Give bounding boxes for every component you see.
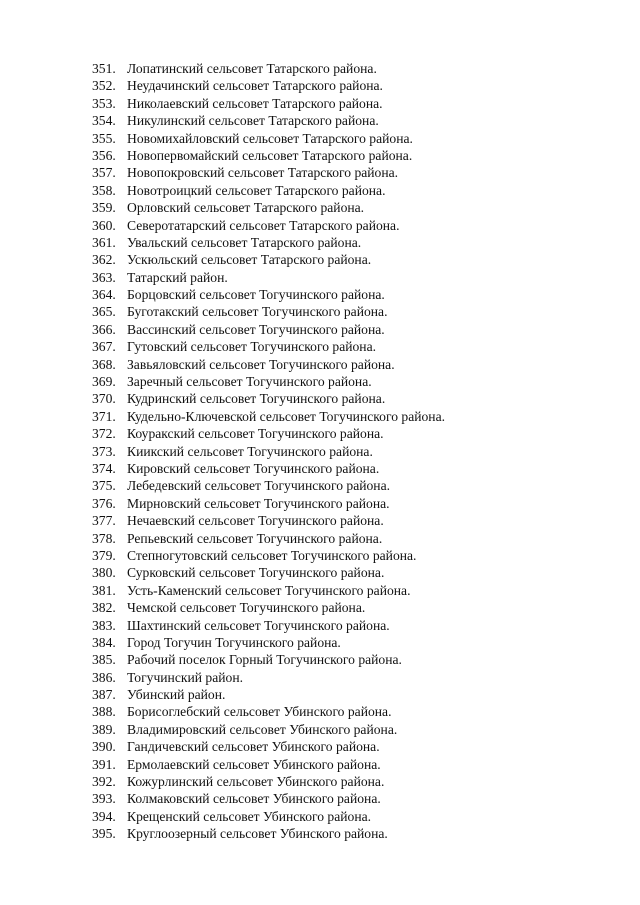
item-number: 357. (92, 165, 116, 181)
list-item (92, 408, 445, 425)
item-text: Город Тогучин Тогучинского района. (127, 634, 341, 650)
list-item (92, 703, 445, 720)
list-item (92, 425, 445, 442)
item-text: Татарский район. (127, 269, 228, 285)
item-number: 359. (92, 200, 116, 216)
list-item (92, 756, 445, 773)
item-text: Мирновский сельсовет Тогучинского района. (127, 495, 390, 511)
item-text: Новопокровский сельсовет Татарского района. (127, 165, 399, 181)
item-text: Нечаевский сельсовет Тогучинского района. (127, 513, 384, 529)
item-text: Владимировский сельсовет Убинского района. (127, 721, 398, 737)
list-item (92, 390, 445, 407)
list-item (92, 617, 445, 634)
list-item (92, 286, 445, 303)
item-text: Вассинский сельсовет Тогучинского района. (127, 321, 385, 337)
item-text: Орловский сельсовет Татарского района. (127, 200, 365, 216)
item-text: Чемской сельсовет Тогучинского района. (127, 600, 366, 616)
item-text: Кудельно-Ключевской сельсовет Тогучинского района. (127, 408, 446, 424)
item-number: 387. (92, 687, 116, 703)
item-number: 376. (92, 495, 116, 511)
item-text: Гандичевский сельсовет Убинского района. (127, 739, 380, 755)
list-item (92, 217, 445, 234)
item-number: 384. (92, 634, 116, 650)
item-text: Шахтинский сельсовет Тогучинского района. (127, 617, 390, 633)
list-item (92, 634, 445, 651)
item-number: 365. (92, 304, 116, 320)
item-text: Лопатинский сельсовет Татарского района. (127, 61, 377, 76)
item-text: Завьяловский сельсовет Тогучинского района. (127, 356, 395, 372)
list-item (92, 808, 445, 825)
list-item (92, 130, 445, 147)
list-item (92, 669, 445, 686)
list-item (92, 95, 445, 112)
item-text: Заречный сельсовет Тогучинского района. (127, 374, 372, 390)
item-text: Никулинский сельсовет Татарского района. (127, 113, 379, 129)
item-text: Рабочий поселок Горный Тогучинского района. (127, 652, 402, 668)
list-item (92, 790, 445, 807)
list-item (92, 164, 445, 181)
item-number: 372. (92, 426, 116, 442)
item-text: Круглоозерный сельсовет Убинского района. (127, 826, 388, 842)
item-text: Новотроицкий сельсовет Татарского района. (127, 182, 386, 198)
item-number: 363. (92, 269, 116, 285)
item-number: 368. (92, 356, 116, 372)
list-item (92, 477, 445, 494)
item-text: Северотатарский сельсовет Татарского района. (127, 217, 400, 233)
item-number: 385. (92, 652, 116, 668)
item-number: 395. (92, 826, 116, 842)
item-text: Ускюльский сельсовет Татарского района. (127, 252, 372, 268)
numbered-list (92, 60, 445, 843)
item-text: Ермолаевский сельсовет Убинского района. (127, 756, 381, 772)
item-text: Колмаковский сельсовет Убинского района. (127, 791, 381, 807)
item-number: 361. (92, 234, 116, 250)
item-number: 366. (92, 321, 116, 337)
item-text: Коуракский сельсовет Тогучинского района. (127, 426, 384, 442)
item-text: Новопервомайский сельсовет Татарского района. (127, 147, 413, 163)
item-text: Борисоглебский сельсовет Убинского района. (127, 704, 392, 720)
item-text: Неудачинский сельсовет Татарского района. (127, 78, 383, 94)
list-item (92, 582, 445, 599)
item-text: Усть-Каменский сельсовет Тогучинского района. (127, 582, 411, 598)
item-text: Новомихайловский сельсовет Татарского района. (127, 130, 413, 146)
list-item (92, 338, 445, 355)
item-text: Увальский сельсовет Татарского района. (127, 234, 362, 250)
item-number: 393. (92, 791, 116, 807)
item-number: 358. (92, 182, 116, 198)
item-number: 380. (92, 565, 116, 581)
item-text: Крещенский сельсовет Убинского района. (127, 808, 372, 824)
item-number: 356. (92, 147, 116, 163)
list-item (92, 147, 445, 164)
list-item (92, 303, 445, 320)
list-item (92, 182, 445, 199)
item-number: 352. (92, 78, 116, 94)
item-number: 386. (92, 669, 116, 685)
item-number: 367. (92, 339, 116, 355)
item-number: 388. (92, 704, 116, 720)
item-text: Кожурлинский сельсовет Убинского района. (127, 774, 385, 790)
item-number: 370. (92, 391, 116, 407)
list-item (92, 234, 445, 251)
list-item (92, 356, 445, 373)
list-item (92, 738, 445, 755)
item-text: Убинский район. (127, 687, 226, 703)
item-text: Киикский сельсовет Тогучинского района. (127, 443, 373, 459)
list-item (92, 60, 445, 77)
item-number: 383. (92, 617, 116, 633)
item-number: 381. (92, 582, 116, 598)
list-item (92, 77, 445, 94)
item-text: Сурковский сельсовет Тогучинского района. (127, 565, 385, 581)
list-item (92, 251, 445, 268)
list-item (92, 599, 445, 616)
item-number: 364. (92, 287, 116, 303)
list-item (92, 721, 445, 738)
item-text: Борцовский сельсовет Тогучинского района. (127, 287, 385, 303)
item-text: Гутовский сельсовет Тогучинского района. (127, 339, 377, 355)
list-item (92, 686, 445, 703)
item-number: 375. (92, 478, 116, 494)
list-item (92, 773, 445, 790)
item-number: 360. (92, 217, 116, 233)
item-number: 391. (92, 756, 116, 772)
item-number: 390. (92, 739, 116, 755)
item-number: 371. (92, 408, 116, 424)
item-number: 392. (92, 774, 116, 790)
item-text: Буготакский сельсовет Тогучинского района. (127, 304, 388, 320)
item-number: 382. (92, 600, 116, 616)
list-item (92, 112, 445, 129)
list-item (92, 495, 445, 512)
item-number: 351. (92, 61, 116, 76)
list-item (92, 651, 445, 668)
item-number: 374. (92, 460, 116, 476)
item-text: Николаевский сельсовет Татарского района. (127, 95, 383, 111)
list-item (92, 460, 445, 477)
list-item (92, 373, 445, 390)
item-text: Лебедевский сельсовет Тогучинского района. (127, 478, 391, 494)
item-number: 377. (92, 513, 116, 529)
item-number: 379. (92, 547, 116, 563)
item-text: Кировский сельсовет Тогучинского района. (127, 460, 380, 476)
item-number: 373. (92, 443, 116, 459)
list-item (92, 547, 445, 564)
item-number: 354. (92, 113, 116, 129)
item-text: Степногутовский сельсовет Тогучинского района. (127, 547, 417, 563)
list-item (92, 199, 445, 216)
item-number: 378. (92, 530, 116, 546)
list-item (92, 269, 445, 286)
list-item (92, 443, 445, 460)
list-item (92, 512, 445, 529)
item-number: 362. (92, 252, 116, 268)
item-number: 369. (92, 374, 116, 390)
list-item (92, 564, 445, 581)
item-text: Тогучинский район. (127, 669, 243, 685)
list-item (92, 825, 445, 842)
item-number: 394. (92, 808, 116, 824)
item-text: Кудринский сельсовет Тогучинского района. (127, 391, 386, 407)
list-item (92, 321, 445, 338)
item-number: 353. (92, 95, 116, 111)
item-number: 355. (92, 130, 116, 146)
item-text: Репьевский сельсовет Тогучинского района. (127, 530, 383, 546)
item-number: 389. (92, 721, 116, 737)
list-item (92, 530, 445, 547)
